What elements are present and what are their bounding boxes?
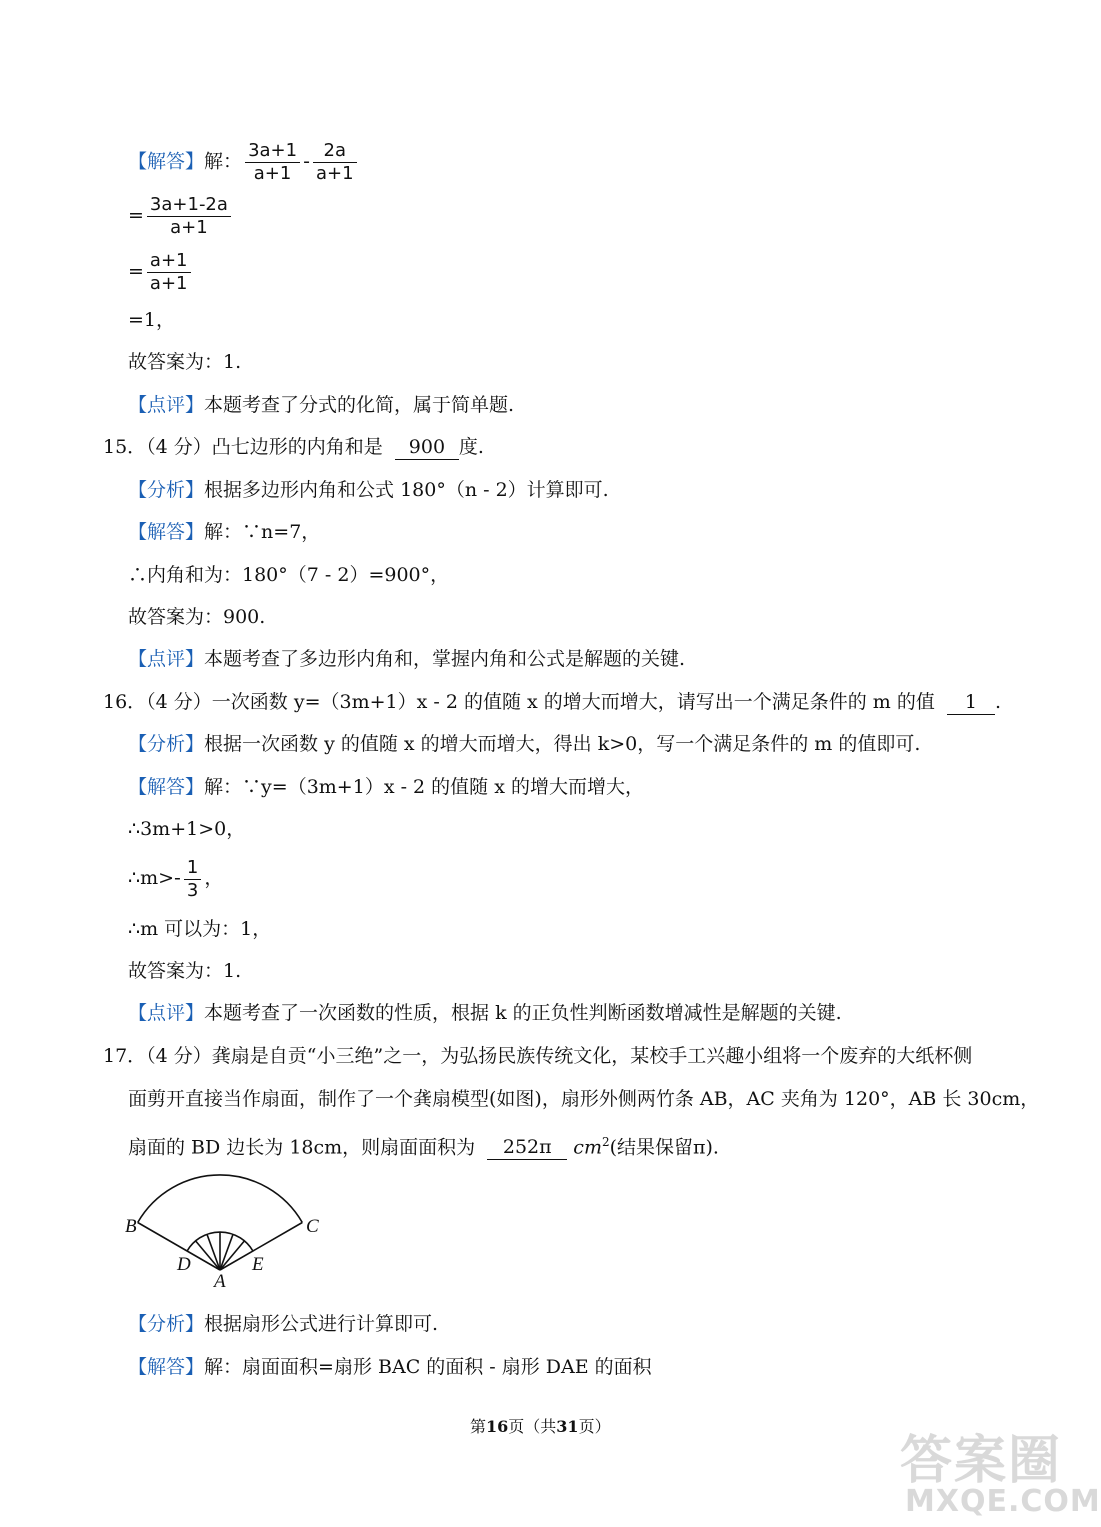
q17-analysis: 【分析】根据扇形公式进行计算即可. xyxy=(128,1313,439,1335)
q14-final: 故答案为：1. xyxy=(128,351,242,373)
q14-step-1: = $\frac{3a+1-2a}{a+1}$ xyxy=(128,194,234,239)
fraction: $\frac{a+1}{a+1}$ xyxy=(147,250,191,295)
page-footer: 第16页（共31页） xyxy=(470,1417,611,1436)
q16-step-1: ∴3m+1>0， xyxy=(128,818,246,840)
q14-solve-line: 【解答】解： $\frac{3a+1}{a+1}$ - $\frac{2a}{a+1}$ xyxy=(128,140,360,185)
q16-solve: 【解答】解：∵y=（3m+1）x - 2 的值随 x 的增大而增大， xyxy=(128,776,644,798)
fan-figure xyxy=(120,1170,330,1290)
q17-stem-line-1: 17．（4 分）龚扇是自贡“小三绝”之一，为弘扬民族传统文化，某校手工兴趣小组将一个废弃的大纸杯侧 xyxy=(103,1045,973,1067)
answer-blank: 252π xyxy=(487,1135,567,1160)
label-c: C xyxy=(306,1216,319,1237)
answer-tag: 【解答】 xyxy=(128,521,205,543)
fraction: $\frac{1}{3}$ xyxy=(184,857,201,902)
label-a: A xyxy=(214,1271,226,1292)
fraction: $\frac{3a+1}{a+1}$ xyxy=(245,140,300,185)
q15-comment: 【点评】本题考查了多边形内角和，掌握内角和公式是解题的关键. xyxy=(128,648,686,670)
label-b: B xyxy=(125,1216,137,1237)
fraction: $\frac{3a+1-2a}{a+1}$ xyxy=(147,194,231,239)
analysis-tag: 【分析】 xyxy=(128,479,205,501)
answer-blank: 1 xyxy=(947,690,995,715)
q15-final: 故答案为：900. xyxy=(128,606,266,628)
q17-stem-line-3: 扇面的 BD 边长为 18cm，则扇面面积为 252π $cm^2$(结果保留π). xyxy=(128,1135,719,1159)
comment-tag: 【点评】 xyxy=(128,1002,205,1024)
q16-step-3: ∴m 可以为：1， xyxy=(128,918,272,940)
analysis-tag: 【分析】 xyxy=(128,733,205,755)
answer-tag: 【解答】 xyxy=(128,1356,205,1378)
q15-analysis: 【分析】根据多边形内角和公式 180°（n - 2）计算即可. xyxy=(128,479,609,501)
watermark-logo: 答案圈 xyxy=(900,1431,1063,1491)
q14-step-2: = $\frac{a+1}{a+1}$ xyxy=(128,250,194,295)
analysis-tag: 【分析】 xyxy=(128,1313,205,1335)
q16-stem: 16．（4 分）一次函数 y=（3m+1）x - 2 的值随 x 的增大而增大，请写出一个满足条件的 m 的值 1 . xyxy=(103,691,1001,713)
comment-tag: 【点评】 xyxy=(128,394,205,416)
q17-solve: 【解答】解：扇面面积=扇形 BAC 的面积 - 扇形 DAE 的面积 xyxy=(128,1356,652,1378)
q15-step-1: ∴内角和为：180°（7 - 2）=900°， xyxy=(128,564,450,586)
answer-tag: 【解答】 xyxy=(128,776,205,798)
q14-result: =1， xyxy=(128,309,176,331)
q15-stem: 15．（4 分）凸七边形的内角和是 900 度. xyxy=(103,436,484,458)
q16-analysis: 【分析】根据一次函数 y 的值随 x 的增大而增大，得出 k>0，写一个满足条件的 m 的值即可. xyxy=(128,733,921,755)
fraction: $\frac{2a}{a+1}$ xyxy=(313,140,357,185)
label-e: E xyxy=(252,1254,264,1275)
answer-tag: 【解答】 xyxy=(128,150,205,173)
outer-arc xyxy=(138,1175,303,1223)
answer-blank: 900 xyxy=(395,435,459,460)
watermark-url: MXQE.COM xyxy=(905,1484,1101,1519)
q16-step-2: ∴m>- $\frac{1}{3}$ ， xyxy=(128,856,224,901)
q16-comment: 【点评】本题考查了一次函数的性质，根据 k 的正负性判断函数增减性是解题的关键. xyxy=(128,1002,842,1024)
q15-solve: 【解答】解：∵n=7， xyxy=(128,521,321,543)
q14-comment: 【点评】本题考查了分式的化简，属于简单题. xyxy=(128,394,515,416)
q17-stem-line-2: 面剪开直接当作扇面，制作了一个龚扇模型(如图)，扇形外侧两竹条 AB，AC 夹角为 120°，AB 长 30cm， xyxy=(128,1088,1040,1110)
label-d: D xyxy=(177,1254,191,1275)
comment-tag: 【点评】 xyxy=(128,648,205,670)
q16-final: 故答案为：1. xyxy=(128,960,242,982)
